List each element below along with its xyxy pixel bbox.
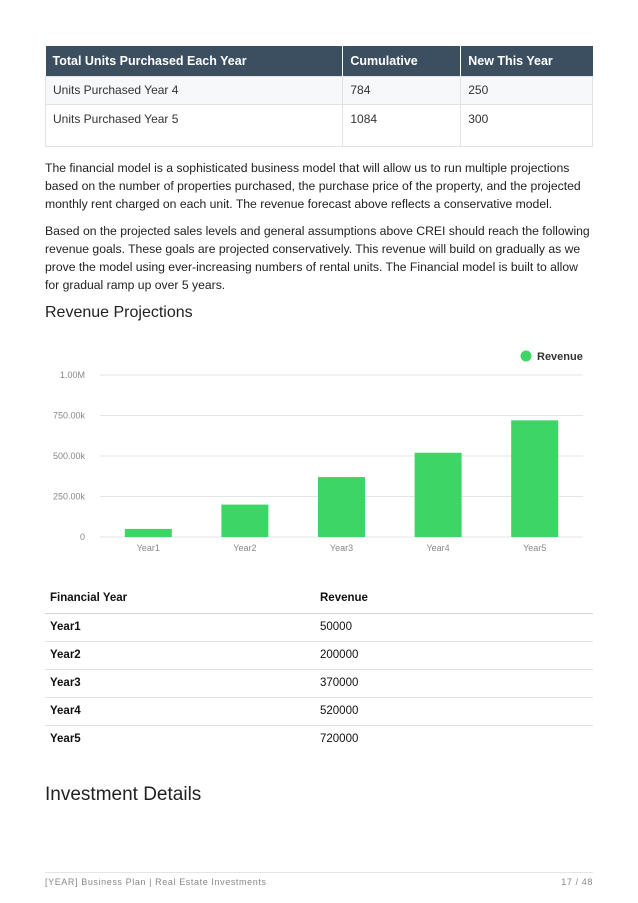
- revenue-cell-year: Year2: [45, 641, 315, 669]
- units-table-header-row: [46, 46, 593, 76]
- units-cell-label: Units Purchased Year 5: [46, 104, 343, 146]
- units-cell-cumulative: 1084: [343, 104, 461, 146]
- table-row: [46, 104, 593, 146]
- revenue-header-year: Financial Year: [45, 583, 315, 613]
- table-row: [45, 613, 593, 641]
- bar: [511, 420, 558, 537]
- revenue-cell-year: Year3: [45, 669, 315, 697]
- units-cell-cumulative: 784: [343, 76, 461, 104]
- page-number: 17 / 48: [561, 877, 593, 887]
- y-tick-label: 250.00k: [52, 491, 85, 502]
- bar: [318, 477, 365, 537]
- revenue-projections-heading: Revenue Projections: [45, 304, 193, 321]
- x-tick-label: Year5: [523, 543, 547, 553]
- legend-swatch: [521, 351, 532, 362]
- units-header-cumulative: Cumulative: [343, 46, 461, 76]
- bar: [125, 529, 172, 537]
- bar: [221, 505, 268, 537]
- revenue-cell-year: Year4: [45, 697, 315, 725]
- revenue-cell-value: 200000: [315, 641, 593, 669]
- footer-divider: [45, 872, 593, 873]
- x-tick-label: Year2: [233, 543, 257, 553]
- units-header-new: New This Year: [461, 46, 593, 76]
- x-tick-label: Year4: [426, 543, 450, 553]
- y-tick-label: 500.00k: [52, 451, 85, 461]
- units-cell-new: 300: [461, 104, 593, 146]
- financial-model-paragraph: The financial model is a sophisticated business model that will allow us to run multiple projections based on the number of properties purchased, the purchase price of the property, and the projected monthly rent charged on each unit. The revenue forecast above reflects a conservative model.: [45, 161, 581, 211]
- investment-details-heading: Investment Details: [45, 784, 202, 805]
- revenue-cell-value: 520000: [315, 697, 593, 725]
- units-cell-new: 250: [461, 76, 593, 104]
- revenue-header-revenue: Revenue: [315, 583, 593, 613]
- units-header-total: Total Units Purchased Each Year: [46, 46, 343, 76]
- table-row: [45, 697, 593, 725]
- table-row: [45, 669, 593, 697]
- bar: [415, 453, 462, 537]
- revenue-cell-year: Year1: [45, 613, 315, 641]
- y-tick-label: 0: [79, 532, 85, 542]
- units-table: [45, 46, 593, 147]
- revenue-cell-value: 370000: [315, 669, 593, 697]
- units-cell-label: Units Purchased Year 4: [46, 76, 343, 104]
- x-tick-label: Year3: [329, 543, 354, 553]
- legend-label: Revenue: [537, 351, 583, 363]
- x-tick-label: Year1: [136, 543, 160, 553]
- revenue-cell-value: 50000: [315, 613, 593, 641]
- table-row: [46, 76, 593, 104]
- table-row: [45, 725, 593, 753]
- y-tick-label: 1.00M: [59, 370, 85, 380]
- revenue-cell-year: Year5: [50, 733, 81, 746]
- revenue-chart: [45, 340, 593, 560]
- revenue-table-header-row: [45, 583, 593, 613]
- revenue-table: [45, 583, 593, 753]
- y-tick-label: 750.00k: [52, 410, 85, 421]
- table-row: [45, 641, 593, 669]
- revenue-cell-value: 720000: [320, 733, 359, 746]
- footer-title: [YEAR] Business Plan | Real Estate Investments: [45, 877, 267, 887]
- revenue-goals-paragraph: Based on the projected sales levels and general assumptions above CREI should reach the following revenue goals. These goals are projected conservatively. This revenue will build on gradually as we prove the model using ever-increasing numbers of rental units. The Financial model is built to allow for gradual ramp up over 5 years.: [45, 224, 590, 292]
- revenue-chart-svg: [45, 340, 593, 560]
